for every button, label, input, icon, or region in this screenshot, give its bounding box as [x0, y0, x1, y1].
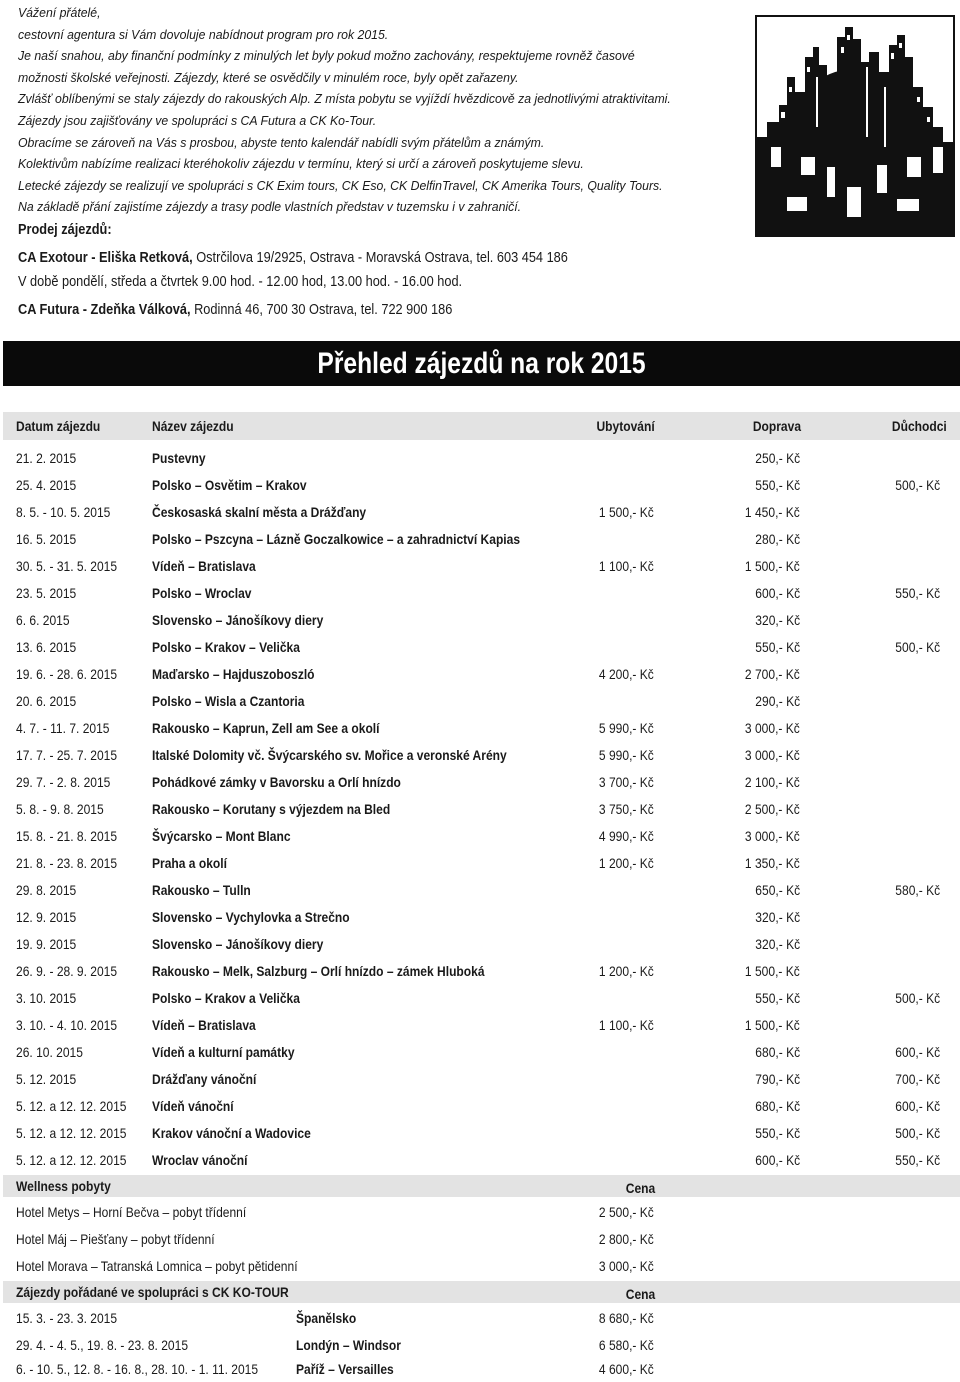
kotour-date: 29. 4. - 4. 5., 19. 8. - 23. 8. 2015	[16, 1337, 189, 1353]
wellness-price-heading: Cena	[625, 1180, 655, 1196]
row-ubytovani: 3 750,- Kč	[599, 801, 654, 817]
kotour-heading: Zájezdy pořádané ve spolupráci s CK KO-TOUR	[16, 1284, 289, 1300]
table-row	[0, 472, 960, 499]
row-date: 25. 4. 2015	[16, 477, 77, 493]
row-name: Vídeň vánoční	[152, 1098, 234, 1114]
row-doprava: 250,- Kč	[755, 450, 800, 466]
row-duchodci: 580,- Kč	[895, 882, 940, 898]
row-date: 13. 6. 2015	[16, 639, 77, 655]
row-date: 19. 9. 2015	[16, 936, 77, 952]
futura-name: CA Futura - Zdeňka Válková,	[18, 302, 191, 318]
kotour-date: 6. - 10. 5., 12. 8. - 16. 8., 28. 10. - 1. 11. 2015	[16, 1361, 259, 1377]
skyline-logo	[755, 15, 955, 237]
row-date: 8. 5. - 10. 5. 2015	[16, 504, 111, 520]
table-row	[0, 607, 960, 634]
row-name: Polsko – Krakov – Velička	[152, 639, 300, 655]
row-duchodci: 700,- Kč	[895, 1071, 940, 1087]
row-doprava: 790,- Kč	[755, 1071, 800, 1087]
table-row	[0, 1039, 960, 1066]
row-name: Wroclav vánoční	[152, 1152, 248, 1168]
header-doprava: Doprava	[752, 418, 801, 434]
wellness-name: Hotel Morava – Tatranská Lomnica – pobyt pětidenní	[16, 1258, 298, 1274]
row-name: Pustevny	[152, 450, 206, 466]
exotour-name: CA Exotour - Eliška Retková,	[18, 250, 193, 266]
row-doprava: 320,- Kč	[755, 612, 800, 628]
row-date: 23. 5. 2015	[16, 585, 77, 601]
sales-line-futura	[18, 300, 452, 320]
table-row	[0, 1147, 960, 1174]
row-name: Vídeň – Bratislava	[152, 1017, 256, 1033]
row-name: Slovensko – Vychylovka a Strečno	[152, 909, 350, 925]
row-name: Slovensko – Jánošíkovy diery	[152, 936, 324, 952]
row-duchodci: 550,- Kč	[895, 1152, 940, 1168]
wellness-row	[0, 1253, 960, 1280]
header-ubytovani: Ubytování	[596, 418, 655, 434]
row-date: 26. 9. - 28. 9. 2015	[16, 963, 118, 979]
wellness-header	[3, 1175, 960, 1197]
row-date: 16. 5. 2015	[16, 531, 77, 547]
header-date: Datum zájezdu	[16, 418, 101, 434]
table-row	[0, 553, 960, 580]
intro-line: Je naší snahou, aby finanční podmínky z minulých let byly pokud možno zachovány, respektujeme rovněž časové	[18, 48, 635, 64]
table-row	[0, 931, 960, 958]
intro-line: Letecké zájezdy se realizují ve spolupráci s CK Exim tours, CK Eso, CK DelfinTravel, CK Amerika Tours, Quality Tours.	[18, 177, 663, 193]
table-row	[0, 1066, 960, 1093]
kotour-price-heading: Cena	[625, 1286, 655, 1302]
row-doprava: 680,- Kč	[755, 1044, 800, 1060]
row-doprava: 2 500,- Kč	[745, 801, 800, 817]
row-ubytovani: 5 990,- Kč	[599, 747, 654, 763]
row-doprava: 1 450,- Kč	[745, 504, 800, 520]
intro-line: cestovní agentura si Vám dovoluje nabídnout program pro rok 2015.	[18, 26, 389, 42]
row-name: Vídeň – Bratislava	[152, 558, 256, 574]
row-date: 20. 6. 2015	[16, 693, 77, 709]
row-date: 17. 7. - 25. 7. 2015	[16, 747, 118, 763]
row-ubytovani: 4 200,- Kč	[599, 666, 654, 682]
row-name: Polsko – Osvětim – Krakov	[152, 477, 307, 493]
row-duchodci: 500,- Kč	[895, 477, 940, 493]
row-doprava: 290,- Kč	[755, 693, 800, 709]
table-row	[0, 580, 960, 607]
wellness-price: 2 500,- Kč	[599, 1204, 654, 1220]
row-duchodci: 500,- Kč	[895, 639, 940, 655]
wellness-price: 2 800,- Kč	[599, 1231, 654, 1247]
row-doprava: 550,- Kč	[755, 639, 800, 655]
row-name: Polsko – Wisla a Czantoria	[152, 693, 305, 709]
row-ubytovani: 4 990,- Kč	[599, 828, 654, 844]
row-doprava: 550,- Kč	[755, 990, 800, 1006]
row-name: Polsko – Wroclav	[152, 585, 252, 601]
sales-heading: Prodej zájezdů:	[18, 222, 112, 238]
table-row	[0, 1093, 960, 1120]
row-duchodci: 600,- Kč	[895, 1044, 940, 1060]
row-duchodci: 500,- Kč	[895, 990, 940, 1006]
row-date: 5. 12. a 12. 12. 2015	[16, 1098, 127, 1114]
table-row	[0, 634, 960, 661]
table-row	[0, 796, 960, 823]
row-duchodci: 550,- Kč	[895, 585, 940, 601]
row-name: Rakousko – Tulln	[152, 882, 251, 898]
table-row	[0, 1012, 960, 1039]
row-doprava: 1 500,- Kč	[745, 963, 800, 979]
row-name: Polsko – Pszcyna – Lázně Goczalkowice – a zahradnictví Kapias	[152, 531, 521, 547]
row-name: Rakousko – Kaprun, Zell am See a okolí	[152, 720, 380, 736]
kotour-row	[0, 1305, 960, 1332]
table-row	[0, 742, 960, 769]
table-row	[0, 715, 960, 742]
row-date: 5. 12. a 12. 12. 2015	[16, 1152, 127, 1168]
row-date: 5. 12. 2015	[16, 1071, 77, 1087]
intro-line: Zvlášť oblíbenými se staly zájezdy do rakouských Alp. Z místa pobytu se vyjíždí hvězdicově za jednotlivými atraktivitami.	[18, 91, 671, 107]
row-date: 21. 2. 2015	[16, 450, 77, 466]
intro-line: Vážení přátelé,	[18, 5, 101, 20]
row-date: 3. 10. - 4. 10. 2015	[16, 1017, 118, 1033]
wellness-name: Hotel Máj – Piešťany – pobyt třídenní	[16, 1231, 215, 1247]
kotour-header	[3, 1281, 960, 1303]
wellness-name: Hotel Metys – Horní Bečva – pobyt třídenní	[16, 1204, 247, 1220]
kotour-price: 8 680,- Kč	[599, 1310, 654, 1326]
row-duchodci: 500,- Kč	[895, 1125, 940, 1141]
row-ubytovani: 3 700,- Kč	[599, 774, 654, 790]
row-name: Pohádkové zámky v Bavorsku a Orlí hnízdo	[152, 774, 401, 790]
row-doprava: 1 350,- Kč	[745, 855, 800, 871]
table-row	[0, 823, 960, 850]
row-date: 21. 8. - 23. 8. 2015	[16, 855, 118, 871]
row-name: Italské Dolomity vč. Švýcarského sv. Mořice a veronské Arény	[152, 747, 507, 763]
row-doprava: 3 000,- Kč	[745, 828, 800, 844]
sales-line-exotour	[18, 248, 568, 268]
row-doprava: 680,- Kč	[755, 1098, 800, 1114]
row-date: 3. 10. 2015	[16, 990, 77, 1006]
row-doprava: 1 500,- Kč	[745, 558, 800, 574]
row-ubytovani: 5 990,- Kč	[599, 720, 654, 736]
kotour-price: 4 600,- Kč	[599, 1361, 654, 1377]
row-doprava: 2 100,- Kč	[745, 774, 800, 790]
row-date: 5. 8. - 9. 8. 2015	[16, 801, 104, 817]
futura-address: Rodinná 46, 700 30 Ostrava, tel. 722 900 186	[190, 302, 453, 318]
exotour-address: Ostrčilova 19/2925, Ostrava - Moravská Ostrava, tel. 603 454 186	[192, 250, 568, 266]
row-date: 15. 8. - 21. 8. 2015	[16, 828, 118, 844]
table-row	[0, 904, 960, 931]
kotour-row	[0, 1356, 960, 1382]
banner-title: Přehled zájezdů na rok 2015	[317, 347, 646, 380]
row-date: 29. 7. - 2. 8. 2015	[16, 774, 111, 790]
row-date: 29. 8. 2015	[16, 882, 77, 898]
row-ubytovani: 1 100,- Kč	[599, 1017, 654, 1033]
header-name: Název zájezdu	[152, 418, 234, 434]
table-row	[0, 499, 960, 526]
row-name: Vídeň a kulturní památky	[152, 1044, 295, 1060]
kotour-name: Španělsko	[296, 1310, 357, 1326]
intro-text	[18, 2, 688, 218]
row-doprava: 650,- Kč	[755, 882, 800, 898]
row-ubytovani: 1 100,- Kč	[599, 558, 654, 574]
row-name: Rakousko – Melk, Salzburg – Orlí hnízdo – zámek Hluboká	[152, 963, 485, 979]
table-header	[3, 412, 960, 440]
row-doprava: 550,- Kč	[755, 477, 800, 493]
skyline-icon	[757, 17, 953, 235]
row-doprava: 280,- Kč	[755, 531, 800, 547]
table-row	[0, 1120, 960, 1147]
header-duchodci: Důchodci	[892, 418, 947, 434]
table-row	[0, 661, 960, 688]
row-doprava: 550,- Kč	[755, 1125, 800, 1141]
table-row	[0, 526, 960, 553]
wellness-price: 3 000,- Kč	[599, 1258, 654, 1274]
table-row	[0, 850, 960, 877]
kotour-row	[0, 1332, 960, 1359]
row-date: 19. 6. - 28. 6. 2015	[16, 666, 118, 682]
table-row	[0, 769, 960, 796]
wellness-heading: Wellness pobyty	[16, 1178, 111, 1194]
table-row	[0, 877, 960, 904]
row-name: Drážďany vánoční	[152, 1071, 257, 1087]
row-doprava: 1 500,- Kč	[745, 1017, 800, 1033]
row-name: Slovensko – Jánošíkovy diery	[152, 612, 324, 628]
wellness-row	[0, 1226, 960, 1253]
row-date: 26. 10. 2015	[16, 1044, 83, 1060]
sales-line-hours: V době pondělí, středa a čtvrtek 9.00 hod. - 12.00 hod, 13.00 hod. - 16.00 hod.	[18, 274, 463, 290]
row-date: 4. 7. - 11. 7. 2015	[16, 720, 110, 736]
row-name: Maďarsko – Hajduszoboszló	[152, 666, 315, 682]
table-row	[0, 688, 960, 715]
row-doprava: 2 700,- Kč	[745, 666, 800, 682]
kotour-price: 6 580,- Kč	[599, 1337, 654, 1353]
table-row	[0, 958, 960, 985]
row-name: Českosaská skalní města a Drážďany	[152, 504, 367, 520]
intro-line: možnosti školské veřejnosti. Zájezdy, které se osvědčily v minulém roce, byly opět zařazeny.	[18, 69, 519, 85]
kotour-date: 15. 3. - 23. 3. 2015	[16, 1310, 118, 1326]
table-row	[0, 445, 960, 472]
row-duchodci: 600,- Kč	[895, 1098, 940, 1114]
kotour-name: Londýn – Windsor	[296, 1337, 401, 1353]
row-ubytovani: 1 500,- Kč	[599, 504, 654, 520]
row-doprava: 3 000,- Kč	[745, 747, 800, 763]
row-date: 6. 6. 2015	[16, 612, 70, 628]
table-row	[0, 985, 960, 1012]
intro-line: Zájezdy jsou zajišťovány ve spolupráci s CA Futura a CK Ko-Tour.	[18, 112, 377, 128]
row-date: 5. 12. a 12. 12. 2015	[16, 1125, 127, 1141]
row-name: Švýcarsko – Mont Blanc	[152, 828, 291, 844]
row-doprava: 3 000,- Kč	[745, 720, 800, 736]
row-doprava: 320,- Kč	[755, 936, 800, 952]
row-name: Rakousko – Korutany s výjezdem na Bled	[152, 801, 391, 817]
row-doprava: 600,- Kč	[755, 1152, 800, 1168]
row-name: Krakov vánoční a Wadovice	[152, 1125, 311, 1141]
row-doprava: 600,- Kč	[755, 585, 800, 601]
kotour-name: Paříž – Versailles	[296, 1361, 394, 1377]
overview-banner	[3, 341, 960, 386]
row-name: Polsko – Krakov a Velička	[152, 990, 300, 1006]
row-doprava: 320,- Kč	[755, 909, 800, 925]
row-ubytovani: 1 200,- Kč	[599, 855, 654, 871]
row-name: Praha a okolí	[152, 855, 227, 871]
row-date: 30. 5. - 31. 5. 2015	[16, 558, 118, 574]
intro-line: Na základě přání zajistíme zájezdy a trasy podle vlastních představ v tuzemsku i v zahraničí.	[18, 199, 522, 215]
wellness-row	[0, 1199, 960, 1226]
intro-line: Obracíme se zároveň na Vás s prosbou, abyste tento kalendář nabídli svým přátelům a známým.	[18, 134, 545, 150]
row-ubytovani: 1 200,- Kč	[599, 963, 654, 979]
intro-line: Kolektivům nabízíme realizaci kteréhokoliv zájezdu v termínu, který si určí a zároveň poskytujeme slevu.	[18, 156, 584, 172]
row-date: 12. 9. 2015	[16, 909, 77, 925]
